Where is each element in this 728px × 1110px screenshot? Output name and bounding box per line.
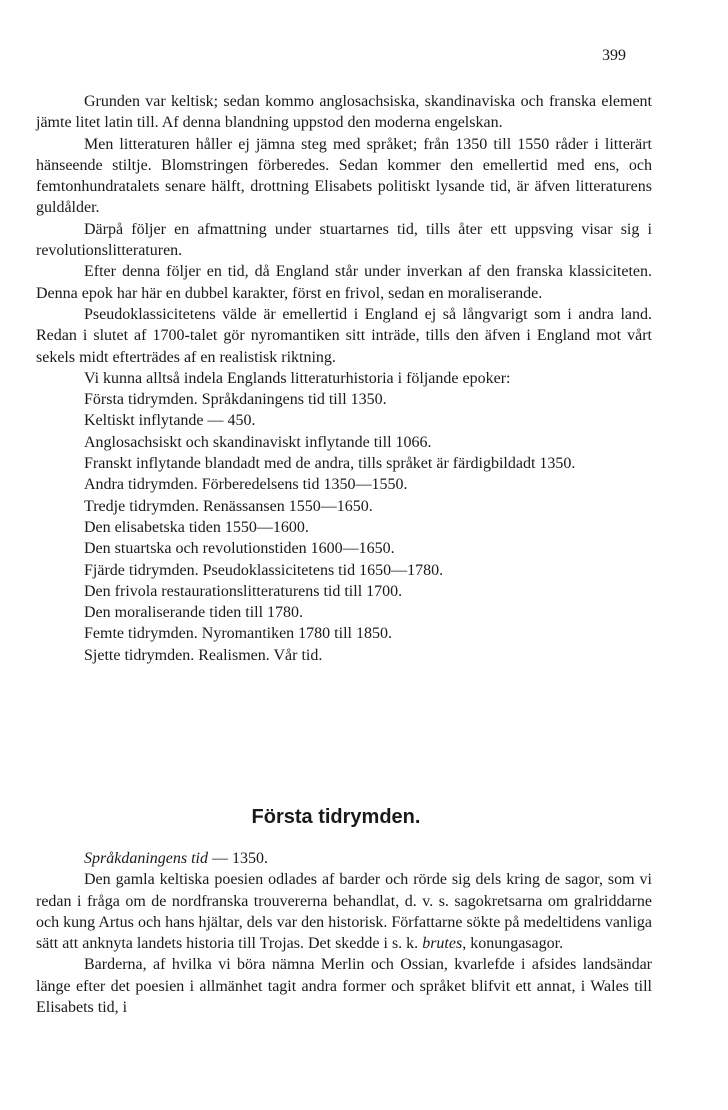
paragraph: Men litteraturen håller ej jämna steg med språket; från 1350 till 1550 råder i litterärt hänseende stiltje. Blomstringen förberedes. Sedan kommer den emellertid med ens, och femtonhundratalets senare hälft, drottning Elisabets politiskt lysande tid, är äfven litteraturens guldålder. [36, 135, 652, 217]
epoch-line: Första tidrymden. Språkdaningens tid till 1350. [84, 391, 387, 409]
section-subhead [36, 848, 652, 869]
epoch-line: Franskt inflytande blandadt med de andra, tills språket är färdigbildadt 1350. [84, 455, 576, 473]
paragraph-text: , konungasagor. [462, 935, 564, 953]
paragraph: Grunden var keltisk; sedan kommo anglosachsiska, skandinaviska och franska element jämte litet latin till. Af denna blandning uppstod den moderna engelskan. [36, 93, 652, 132]
subhead-italic: Språkdaningens tid [84, 850, 208, 867]
epoch-line: Anglosachsiskt och skandinaviskt inflytande till 1066. [84, 433, 432, 451]
epoch-line: Keltiskt inflytande — 450. [84, 412, 256, 430]
section-body [36, 848, 652, 1018]
paragraph: Därpå följer en afmattning under stuartarnes tid, tills åter ett uppsving visar sig i revolutionslitteraturen. [36, 220, 652, 260]
epoch-line: Andra tidrymden. Förberedelsens tid 1350—1550. [84, 476, 408, 494]
epoch-line: Femte tidrymden. Nyromantiken 1780 till 1850. [84, 625, 392, 643]
section-heading: Första tidrymden. [251, 806, 421, 828]
subhead-rest: — 1350. [208, 850, 268, 867]
epoch-line: Den stuartska och revolutionstiden 1600—1650. [84, 540, 395, 558]
epoch-line: Den moraliserande tiden till 1780. [84, 604, 304, 622]
paragraph [36, 869, 652, 954]
paragraph: Efter denna följer en tid, då England står under inverkan af den franska klassiciteten. Denna epok har här en dubbel karakter, först en frivol, sedan en moraliserande. [36, 263, 652, 302]
paragraph: Pseudoklassicitetens välde är emellertid i England ej så långvarigt som i andra land. Redan i slutet af 1700-talet gör nyromantiken sitt inträde, tills den äfven i England mot vårt sekels midt efterträdes af en realistisk riktning. [36, 305, 652, 366]
epoch-line: Sjette tidrymden. Realismen. Vår tid. [84, 646, 323, 664]
epoch-line: Fjärde tidrymden. Pseudoklassicitetens tid 1650—1780. [84, 561, 444, 579]
epoch-line: Den frivola restaurationslitteraturens tid till 1700. [84, 582, 403, 600]
paragraph: Barderna, af hvilka vi böra nämna Merlin och Ossian, kvarlefde i afsides landsändar länge efter det poesien i allmänhet tagit andra former och språket blifvit ett annat, i Wales till Elisabets tid, i [36, 956, 652, 1017]
italic-term: brutes [422, 935, 463, 953]
epoch-line: Den elisabetska tiden 1550—1600. [84, 518, 309, 536]
paragraph: Vi kunna alltså indela Englands litteraturhistoria i följande epoker: [84, 369, 511, 387]
paragraph-text: Den gamla keltiska poesien odlades af barder och rörde sig dels kring de sagor, som vi redan i fråga om de nordfranska trouvererna behandlat, d. v. s. sagokretsarna om gralriddarne och kung Artus och hans hjältar, dels var den historisk. Författarne sökte på medeltidens vanliga sätt att anknyta landets historia till Trojas. Det skedde i s. k. [36, 871, 652, 953]
page-number: 399 [602, 47, 626, 64]
body-text [36, 91, 652, 666]
epoch-line: Tredje tidrymden. Renässansen 1550—1650. [84, 497, 373, 515]
